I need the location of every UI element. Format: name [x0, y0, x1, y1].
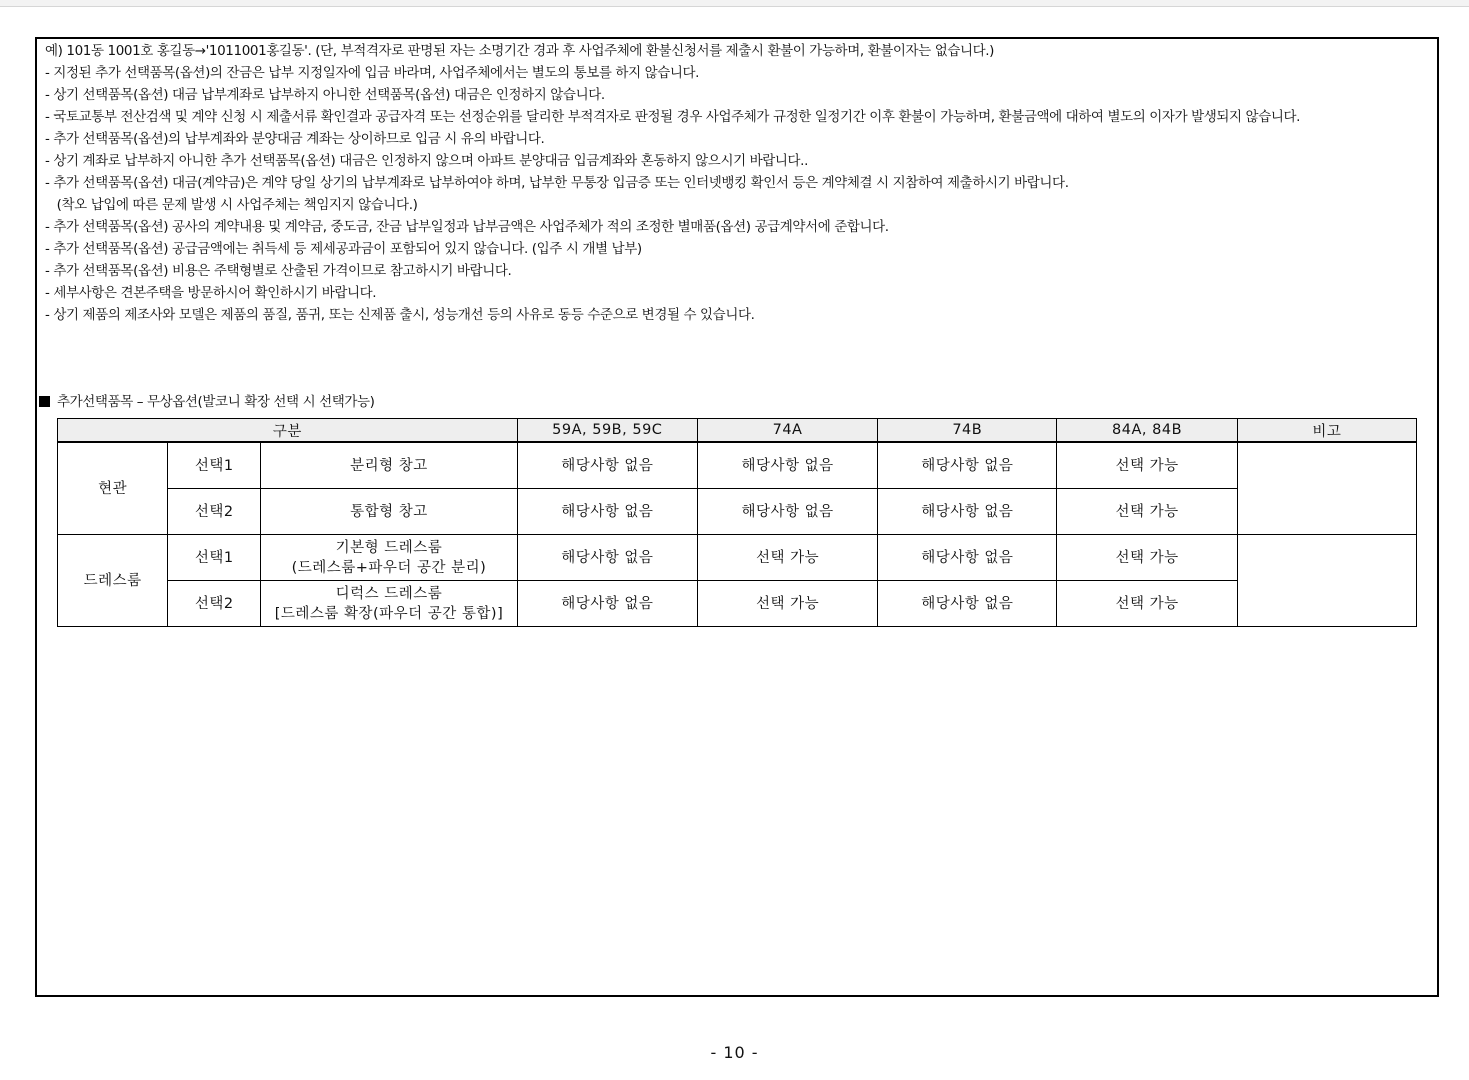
item-name-detail: [드레스룸 확장(파우더 공간 통합)] [274, 605, 504, 622]
availability-cell: 선택 가능 [1057, 535, 1237, 581]
header-type-74b: 74B [878, 419, 1057, 443]
availability-cell: 선택 가능 [697, 581, 877, 627]
item-name: 통합형 창고 [261, 489, 517, 535]
availability-cell: 해당사항 없음 [878, 489, 1057, 535]
note-line: - 추가 선택품목(옵션) 공사의 계약내용 및 계약금, 중도금, 잔금 납부일정과 납부금액은 사업주체가 적의 조정한 별매품(옵션) 공급계약서에 준합니다. [45, 219, 889, 235]
option-label: 선택1 [168, 535, 261, 581]
section-title: 추가선택품목 – 무상옵션(발코니 확장 선택 시 선택가능) [57, 394, 375, 410]
item-name-line: 디럭스 드레스룸 [335, 585, 443, 602]
availability-cell: 선택 가능 [1057, 581, 1237, 627]
availability-cell: 해당사항 없음 [517, 489, 697, 535]
note-line: - 추가 선택품목(옵션) 대금(계약금)은 계약 당일 상기의 납부계좌로 납부하여야 하며, 납부한 무통장 입금증 또는 인터넷뱅킹 확인서 등은 계약체결 시 지참하여 제출하시기 바랍니다. [45, 175, 1069, 191]
note-line: - 지정된 추가 선택품목(옵션)의 잔금은 납부 지정일자에 입금 바라며, 사업주체에서는 별도의 통보를 하지 않습니다. [45, 65, 700, 81]
availability-cell: 해당사항 없음 [697, 489, 877, 535]
availability-cell: 해당사항 없음 [878, 442, 1057, 489]
note-line: - 세부사항은 견본주택을 방문하시어 확인하시기 바랍니다. [45, 285, 377, 301]
availability-cell: 해당사항 없음 [878, 535, 1057, 581]
item-name [261, 535, 517, 581]
item-name [261, 581, 517, 627]
options-table [57, 418, 1417, 627]
option-label: 선택1 [168, 442, 261, 489]
item-name-detail: (드레스룸+파우더 공간 분리) [291, 559, 487, 576]
note-line: (착오 납입에 따른 문제 발생 시 사업주체는 책임지지 않습니다.) [45, 197, 418, 213]
header-remarks: 비고 [1237, 419, 1416, 443]
group-label-dressroom: 드레스룸 [58, 535, 168, 627]
group-label-entrance: 현관 [58, 442, 168, 535]
note-line: - 추가 선택품목(옵션) 비용은 주택형별로 산출된 가격이므로 참고하시기 바랍니다. [45, 263, 512, 279]
table-row [58, 489, 1417, 535]
availability-cell: 해당사항 없음 [878, 581, 1057, 627]
table-row [58, 535, 1417, 581]
availability-cell: 해당사항 없음 [517, 442, 697, 489]
note-line: - 상기 제품의 제조사와 모델은 제품의 품질, 품귀, 또는 신제품 출시, 성능개선 등의 사유로 동등 수준으로 변경될 수 있습니다. [45, 307, 755, 323]
note-line: - 추가 선택품목(옵션)의 납부계좌와 분양대금 계좌는 상이하므로 입금 시 유의 바랍니다. [45, 131, 545, 147]
note-line: - 국토교통부 전산검색 및 계약 신청 시 제출서류 확인결과 공급자격 또는 선정순위를 달리한 부적격자로 판정될 경우 사업주체가 규정한 일정기간 이후 환불이 가능하며, 환불금액에 대하여 별도의 이자가 발생되지 않습니다. [45, 109, 1301, 125]
remarks-cell [1237, 535, 1416, 627]
page-number: - 10 - [710, 1043, 759, 1062]
header-type-84: 84A, 84B [1057, 419, 1237, 443]
item-name-line: 기본형 드레스룸 [335, 539, 443, 556]
note-line: - 상기 선택품목(옵션) 대금 납부계좌로 납부하지 아니한 선택품목(옵션) 대금은 인정하지 않습니다. [45, 87, 605, 103]
availability-cell: 선택 가능 [1057, 442, 1237, 489]
header-category: 구분 [58, 419, 518, 443]
square-bullet-icon [39, 396, 50, 407]
table-row [58, 442, 1417, 489]
availability-cell: 선택 가능 [1057, 489, 1237, 535]
note-line: - 상기 계좌로 납부하지 아니한 추가 선택품목(옵션) 대금은 인정하지 않으며 아파트 분양대금 입금계좌와 혼동하지 않으시기 바랍니다.. [45, 153, 808, 169]
note-line: - 추가 선택품목(옵션) 공급금액에는 취득세 등 제세공과금이 포함되어 있지 않습니다. (입주 시 개별 납부) [45, 241, 642, 257]
availability-cell: 해당사항 없음 [517, 535, 697, 581]
table-header-row [58, 419, 1417, 443]
availability-cell: 해당사항 없음 [697, 442, 877, 489]
header-type-74a: 74A [697, 419, 877, 443]
option-label: 선택2 [168, 581, 261, 627]
notes-list [45, 40, 1435, 326]
header-type-59: 59A, 59B, 59C [517, 419, 697, 443]
section-heading [39, 391, 375, 413]
item-name: 분리형 창고 [261, 442, 517, 489]
note-line: 예) 101동 1001호 홍길동→'1011001홍길동'. (단, 부적격자로 판명된 자는 소명기간 경과 후 사업주체에 환불신청서를 제출시 환불이 가능하며, 환불이자는 없습니다.) [45, 43, 995, 59]
table-row [58, 581, 1417, 627]
availability-cell: 선택 가능 [697, 535, 877, 581]
page-top-rule [0, 0, 1469, 7]
availability-cell: 해당사항 없음 [517, 581, 697, 627]
option-label: 선택2 [168, 489, 261, 535]
remarks-cell [1237, 442, 1416, 535]
content-frame [35, 37, 1439, 997]
